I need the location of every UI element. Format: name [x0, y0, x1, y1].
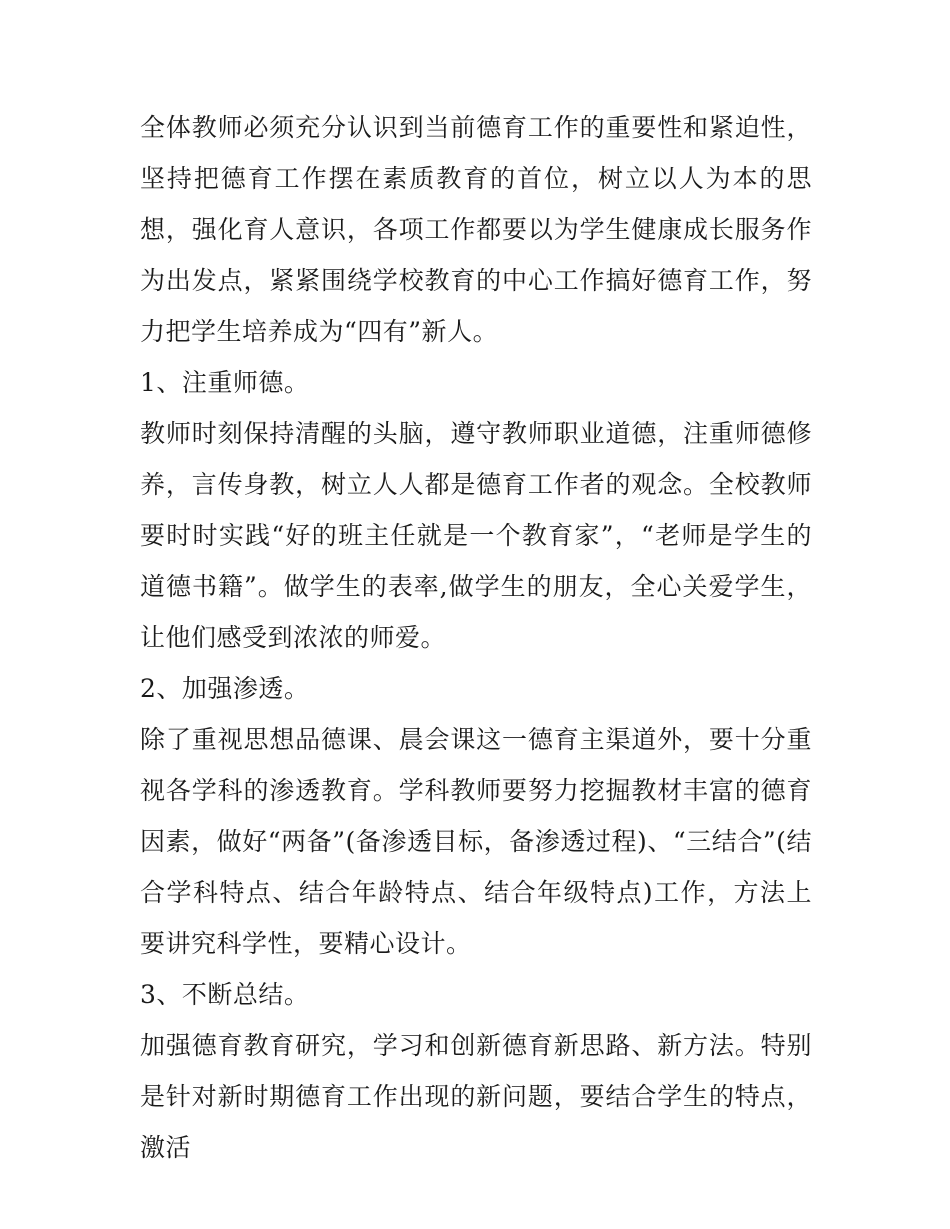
paragraph-teacher-ethics: 教师时刻保持清醒的头脑，遵守教师职业道德，注重师德修养，言传身教，树立人人都是德育工作者的观念。全校教师要时时实践“好的班主任就是一个教育家”，“老师是学生的道德书籍”。做学生的表率,做学生的朋友，全心关爱学生，让他们感受到浓浓的师爱。 [140, 419, 812, 652]
document-body [140, 102, 812, 1173]
section-heading-teacher-ethics: 1、注重师德。 [140, 368, 310, 397]
paragraph-continuous-summary: 加强德育教育研究，学习和创新德育新思路、新方法。特别是针对新时期德育工作出现的新问题，要结合学生的特点，激活 [140, 1031, 812, 1162]
section-heading-continuous-summary: 3、不断总结。 [140, 980, 310, 1009]
paragraph-strengthen-infiltration: 除了重视思想品德课、晨会课这一德育主渠道外，要十分重视各学科的渗透教育。学科教师要努力挖掘教材丰富的德育因素，做好“两备”(备渗透目标，备渗透过程)、“三结合”(结合学科特点、结合年龄特点、结合年级特点)工作，方法上要讲究科学性，要精心设计。 [140, 725, 812, 958]
paragraph-teacher-awareness: 全体教师必须充分认识到当前德育工作的重要性和紧迫性，坚持把德育工作摆在素质教育的首位，树立以人为本的思想，强化育人意识，各项工作都要以为学生健康成长服务作为出发点，紧紧围绕学校教育的中心工作搞好德育工作，努力把学生培养成为“四有”新人。 [140, 113, 812, 346]
section-heading-strengthen-infiltration: 2、加强渗透。 [140, 674, 310, 703]
